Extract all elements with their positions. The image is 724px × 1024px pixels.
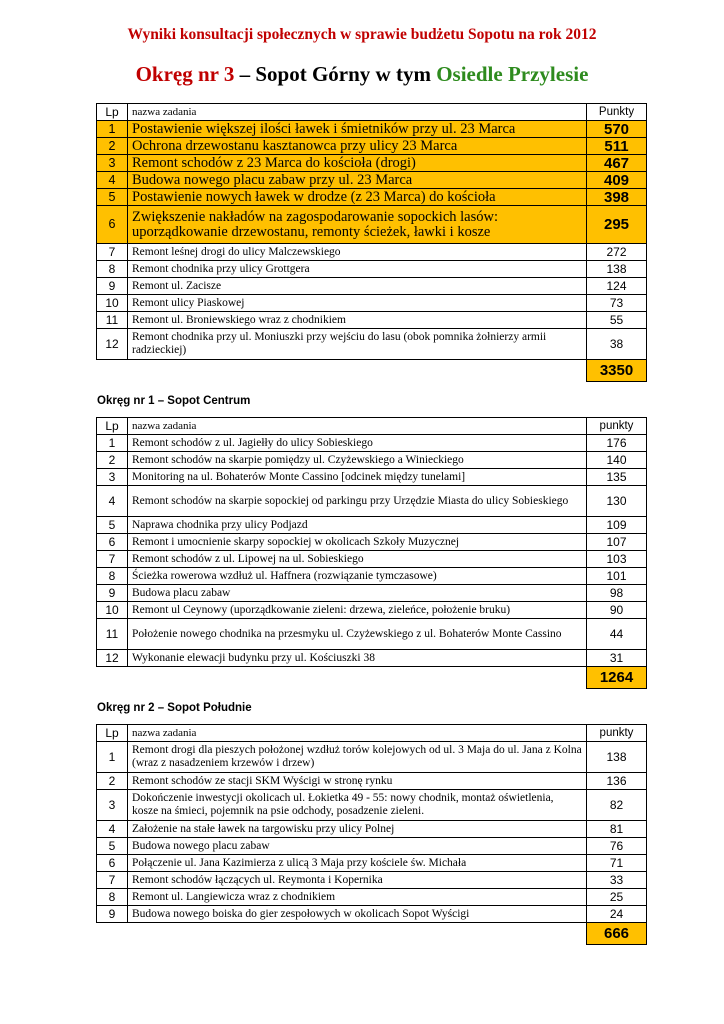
table-header-row [97,725,647,742]
district-2-table [96,724,647,945]
table-row [97,585,647,602]
header-lp: Lp [97,104,128,121]
row-name: Remont schodów z 23 Marca do kościoła (drogi) [128,155,587,172]
table-row [97,189,647,206]
row-points: 38 [587,329,647,360]
table-row [97,889,647,906]
row-points: 33 [587,872,647,889]
table-header-row [97,418,647,435]
table-row [97,742,647,773]
row-lp: 11 [97,619,128,650]
row-points: 71 [587,855,647,872]
row-lp: 8 [97,568,128,585]
row-points: 398 [587,189,647,206]
table-row [97,295,647,312]
district-3-label: Okręg nr 3 [135,62,235,86]
row-name: Wykonanie elewacji budynku przy ul. Kościuszki 38 [128,650,587,667]
header-points: Punkty [587,104,647,121]
row-lp: 2 [97,452,128,469]
table-row [97,312,647,329]
row-lp: 7 [97,244,128,261]
district-2-tbody [97,725,647,945]
header-name: nazwa zadania [128,418,587,435]
table-row [97,534,647,551]
row-points: 82 [587,790,647,821]
row-lp: 1 [97,742,128,773]
row-lp: 8 [97,889,128,906]
table-row [97,452,647,469]
row-name: Ochrona drzewostanu kasztanowca przy ulicy 23 Marca [128,138,587,155]
row-lp: 4 [97,172,128,189]
header-name: nazwa zadania [128,725,587,742]
row-lp: 4 [97,486,128,517]
table-row [97,568,647,585]
district-3-tbody [97,104,647,382]
table-header-row [97,104,647,121]
row-lp: 8 [97,261,128,278]
row-name: Remont ul. Broniewskiego wraz z chodnikiem [128,312,587,329]
row-lp: 7 [97,872,128,889]
row-name: Postawienie nowych ławek w drodze (z 23 Marca) do kościoła [128,189,587,206]
row-name: Remont ulicy Piaskowej [128,295,587,312]
table-row [97,261,647,278]
row-name: Remont schodów łączących ul. Reymonta i Kopernika [128,872,587,889]
row-lp: 11 [97,312,128,329]
row-name: Remont schodów na skarpie sopockiej od parkingu przy Urzędzie Miasta do ulicy Sobieskiego [128,486,587,517]
row-lp: 6 [97,206,128,244]
row-points: 31 [587,650,647,667]
table-row [97,435,647,452]
row-points: 24 [587,906,647,923]
row-points: 44 [587,619,647,650]
row-lp: 1 [97,435,128,452]
row-lp: 5 [97,517,128,534]
header-points: punkty [587,725,647,742]
row-points: 76 [587,838,647,855]
row-lp: 5 [97,189,128,206]
row-points: 135 [587,469,647,486]
row-points: 130 [587,486,647,517]
table-row [97,329,647,360]
row-name: Budowa nowego boiska do gier zespołowych w okolicach Sopot Wyścigi [128,906,587,923]
row-points: 98 [587,585,647,602]
total-points: 1264 [587,667,647,689]
row-points: 140 [587,452,647,469]
row-name: Ścieżka rowerowa wzdłuż ul. Haffnera (rozwiązanie tymczasowe) [128,568,587,585]
row-lp: 3 [97,469,128,486]
row-name: Remont schodów z ul. Lipowej na ul. Sobieskiego [128,551,587,568]
table-row [97,790,647,821]
row-name: Remont ul Ceynowy (uporządkowanie zieleni: drzewa, zieleńce, położenie bruku) [128,602,587,619]
row-name: Remont ul. Zacisze [128,278,587,295]
table-row [97,773,647,790]
district-3-heading [0,62,724,87]
row-lp: 1 [97,121,128,138]
header-lp: Lp [97,418,128,435]
row-name: Remont drogi dla pieszych położonej wzdłuż torów kolejowych od ul. 3 Maja do ul. Jana z Kolna (wraz z nasadzeniem krzewów i drzew) [128,742,587,773]
district-3-table [96,103,647,382]
table-row [97,486,647,517]
row-points: 295 [587,206,647,244]
row-lp: 12 [97,329,128,360]
district-1-table [96,417,647,689]
header-name: nazwa zadania [128,104,587,121]
row-name: Remont chodnika przy ul. Moniuszki przy wejściu do lasu (obok pomnika żołnierzy armii radzieckiej) [128,329,587,360]
row-name: Budowa nowego placu zabaw [128,838,587,855]
table-row [97,155,647,172]
table-row [97,906,647,923]
row-name: Naprawa chodnika przy ulicy Podjazd [128,517,587,534]
row-points: 90 [587,602,647,619]
row-points: 25 [587,889,647,906]
row-points: 109 [587,517,647,534]
total-row [97,923,647,945]
table-row [97,121,647,138]
row-lp: 10 [97,295,128,312]
total-points: 666 [587,923,647,945]
row-points: 511 [587,138,647,155]
row-lp: 2 [97,773,128,790]
row-name: Remont chodnika przy ulicy Grottgera [128,261,587,278]
total-row [97,667,647,689]
table-row [97,872,647,889]
table-row [97,138,647,155]
row-points: 467 [587,155,647,172]
row-name: Położenie nowego chodnika na przesmyku ul. Czyżewskiego z ul. Bohaterów Monte Cassino [128,619,587,650]
row-name: Zwiększenie nakładów na zagospodarowanie sopockich lasów: uporządkowanie drzewostanu, remonty ścieżek, ławki i kosze [128,206,587,244]
row-points: 136 [587,773,647,790]
row-lp: 2 [97,138,128,155]
district-1-heading: Okręg nr 1 – Sopot Centrum [97,395,251,407]
total-spacer [97,360,587,382]
row-points: 138 [587,742,647,773]
row-name: Remont schodów ze stacji SKM Wyścigi w stronę rynku [128,773,587,790]
row-lp: 4 [97,821,128,838]
document-title: Wyniki konsultacji społecznych w sprawie budżetu Sopotu na rok 2012 [127,26,597,43]
row-points: 176 [587,435,647,452]
table-row [97,206,647,244]
row-name: Połączenie ul. Jana Kazimierza z ulicą 3 Maja przy kościele św. Michała [128,855,587,872]
row-points: 124 [587,278,647,295]
table-row [97,517,647,534]
row-points: 570 [587,121,647,138]
row-lp: 6 [97,534,128,551]
district-1-tbody [97,418,647,689]
row-lp: 9 [97,906,128,923]
table-row [97,650,647,667]
district-2-heading: Okręg nr 2 – Sopot Południe [97,702,252,714]
header-points: punkty [587,418,647,435]
row-name: Dokończenie inwestycji okolicach ul. Łokietka 49 - 55: nowy chodnik, montaż oświetlenia, kosze na śmieci, pojemnik na psie odchody, posadzenie zieleni. [128,790,587,821]
header-lp: Lp [97,725,128,742]
row-name: Remont i umocnienie skarpy sopockiej w okolicach Szkoły Muzycznej [128,534,587,551]
row-name: Monitoring na ul. Bohaterów Monte Cassino [odcinek między tunelami] [128,469,587,486]
row-lp: 9 [97,585,128,602]
row-lp: 9 [97,278,128,295]
row-name: Remont ul. Langiewicza wraz z chodnikiem [128,889,587,906]
row-points: 101 [587,568,647,585]
row-points: 409 [587,172,647,189]
osiedle-label: Osiedle Przylesie [436,62,589,86]
total-points: 3350 [587,360,647,382]
row-points: 81 [587,821,647,838]
row-lp: 12 [97,650,128,667]
row-name: Budowa placu zabaw [128,585,587,602]
total-spacer [97,667,587,689]
row-name: Budowa nowego placu zabaw przy ul. 23 Marca [128,172,587,189]
table-row [97,855,647,872]
row-lp: 3 [97,155,128,172]
row-points: 138 [587,261,647,278]
total-row [97,360,647,382]
row-name: Remont schodów na skarpie pomiędzy ul. Czyżewskiego a Winieckiego [128,452,587,469]
row-name: Remont schodów z ul. Jagiełły do ulicy Sobieskiego [128,435,587,452]
row-points: 55 [587,312,647,329]
table-row [97,469,647,486]
total-spacer [97,923,587,945]
row-lp: 10 [97,602,128,619]
table-row [97,244,647,261]
district-3-name: – Sopot Górny w tym [234,62,437,86]
row-name: Postawienie większej ilości ławek i śmietników przy ul. 23 Marca [128,121,587,138]
row-lp: 3 [97,790,128,821]
row-points: 107 [587,534,647,551]
table-row [97,602,647,619]
row-name: Remont leśnej drogi do ulicy Malczewskiego [128,244,587,261]
row-lp: 5 [97,838,128,855]
table-row [97,821,647,838]
table-row [97,172,647,189]
row-points: 272 [587,244,647,261]
row-name: Założenie na stałe ławek na targowisku przy ulicy Polnej [128,821,587,838]
table-row [97,619,647,650]
table-row [97,278,647,295]
row-points: 103 [587,551,647,568]
row-lp: 6 [97,855,128,872]
table-row [97,551,647,568]
table-row [97,838,647,855]
row-lp: 7 [97,551,128,568]
row-points: 73 [587,295,647,312]
